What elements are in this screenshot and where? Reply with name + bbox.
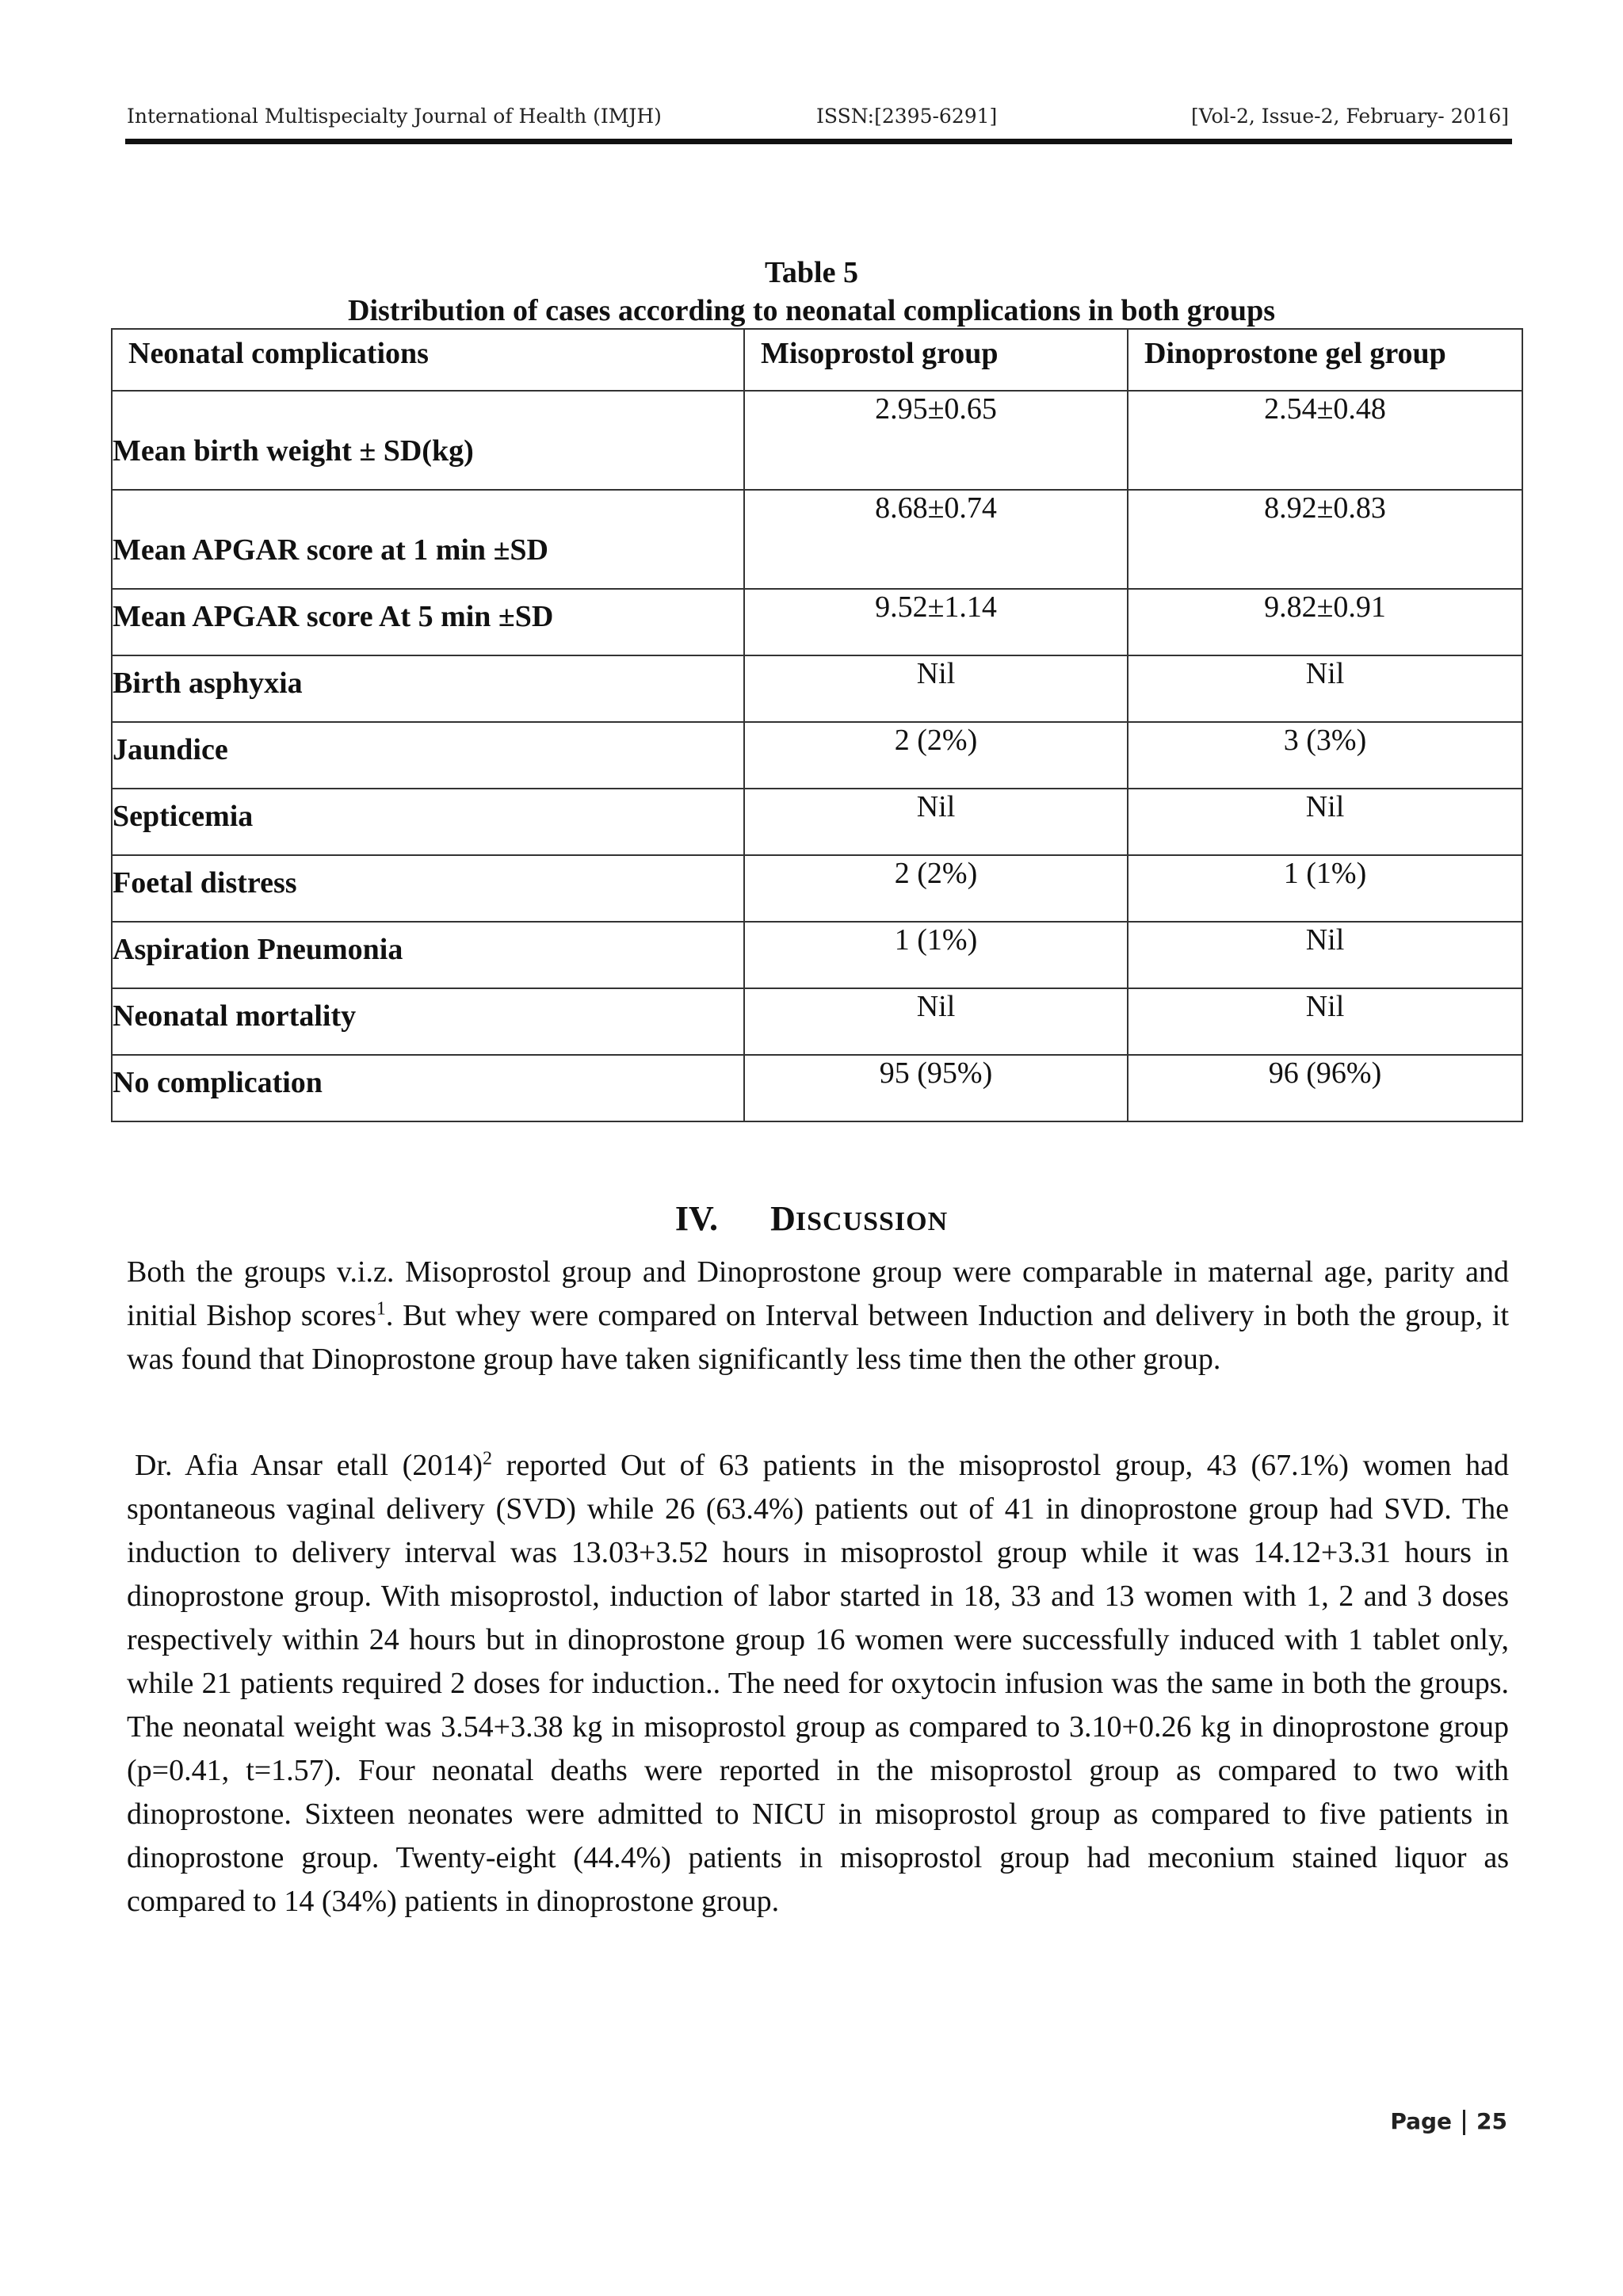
page-separator [1463, 2110, 1465, 2135]
neonatal-complications-table [111, 328, 1523, 1122]
paragraph-text: Dr. Afia Ansar etall (2014) [135, 1449, 483, 1482]
dinoprostone-value: Nil [1128, 922, 1522, 988]
row-label: Birth asphyxia [112, 655, 744, 722]
misoprostol-value: Nil [744, 789, 1128, 855]
section-title-initial: D [770, 1199, 796, 1238]
running-header [127, 98, 1509, 136]
dinoprostone-value: 3 (3%) [1128, 722, 1522, 789]
table-header-row [112, 329, 1522, 391]
dinoprostone-value: Nil [1128, 655, 1522, 722]
misoprostol-value: Nil [744, 655, 1128, 722]
section-number: IV. [674, 1199, 719, 1238]
row-label: No complication [112, 1055, 744, 1121]
column-header-misoprostol: Misoprostol group [744, 329, 1128, 391]
row-label: Mean APGAR score At 5 min ±SD [112, 589, 744, 655]
paragraph-text: . But whey were compared on Interval between Induction and delivery in both the group, it was found that Dinoprostone group have taken significantly less time then the other group. [127, 1299, 1509, 1376]
dinoprostone-value: Nil [1128, 988, 1522, 1055]
misoprostol-value: 95 (95%) [744, 1055, 1128, 1121]
table-row [112, 988, 1522, 1055]
misoprostol-value: 2 (2%) [744, 855, 1128, 922]
dinoprostone-value: 9.82±0.91 [1128, 589, 1522, 655]
page-number: 25 [1476, 2108, 1507, 2134]
table-title: Table 5 [765, 256, 858, 289]
table-row [112, 855, 1522, 922]
row-label: Neonatal mortality [112, 988, 744, 1055]
row-label: Jaundice [112, 722, 744, 789]
misoprostol-value: Nil [744, 988, 1128, 1055]
row-label: Foetal distress [112, 855, 744, 922]
misoprostol-value: 1 (1%) [744, 922, 1128, 988]
column-header-dinoprostone: Dinoprostone gel group [1128, 329, 1522, 391]
row-label: Mean birth weight ± SD(kg) [112, 391, 744, 490]
misoprostol-value: 8.68±0.74 [744, 490, 1128, 589]
table-row [112, 722, 1522, 789]
table-row [112, 789, 1522, 855]
column-header-complication: Neonatal complications [112, 329, 744, 391]
table-row [112, 655, 1522, 722]
dinoprostone-value: 1 (1%) [1128, 855, 1522, 922]
citation-superscript: 2 [483, 1448, 492, 1469]
issn: ISSN:[2395-6291] [816, 105, 998, 128]
issue-info: [Vol-2, Issue-2, February- 2016] [1190, 105, 1509, 128]
discussion-paragraph-2 [127, 1444, 1509, 1924]
table-row [112, 922, 1522, 988]
misoprostol-value: 9.52±1.14 [744, 589, 1128, 655]
table-caption: Distribution of cases according to neonatal complications in both groups [348, 294, 1275, 327]
dinoprostone-value: 2.54±0.48 [1128, 391, 1522, 490]
section-heading [0, 1198, 1623, 1239]
dinoprostone-value: 96 (96%) [1128, 1055, 1522, 1121]
page-label: Page [1390, 2108, 1453, 2134]
dinoprostone-value: Nil [1128, 789, 1522, 855]
journal-name: International Multispecialty Journal of Health (IMJH) [127, 105, 662, 128]
row-label: Aspiration Pneumonia [112, 922, 744, 988]
row-label: Septicemia [112, 789, 744, 855]
citation-superscript: 1 [376, 1298, 386, 1320]
page-footer [1390, 2108, 1507, 2135]
discussion-paragraph-1 [127, 1251, 1509, 1381]
table-row [112, 490, 1522, 589]
table-row [112, 1055, 1522, 1121]
table-row [112, 391, 1522, 490]
dinoprostone-value: 8.92±0.83 [1128, 490, 1522, 589]
section-title-rest: ISCUSSION [795, 1207, 949, 1236]
paragraph-text: Both the groups v.i.z. Misoprostol group and Dinoprostone group were comparable in maternal age, parity and initial Bishop scores [127, 1255, 1509, 1332]
table-row [112, 589, 1522, 655]
misoprostol-value: 2 (2%) [744, 722, 1128, 789]
misoprostol-value: 2.95±0.65 [744, 391, 1128, 490]
header-rule [125, 139, 1512, 144]
paragraph-text: reported Out of 63 patients in the misoprostol group, 43 (67.1%) women had spontaneous vaginal delivery (SVD) while 26 (63.4%) patients out of 41 in dinoprostone group had SVD. The induction to delivery interval was 13.03+3.52 hours in misoprostol group while it was 14.12+3.31 hours in dinoprostone group. With misoprostol, induction of labor started in 18, 33 and 13 women with 1, 2 and 3 doses respectively within 24 hours but in dinoprostone group 16 women were successfully induced with 1 tablet only, while 21 patients required 2 doses for induction.. The need for oxytocin infusion was the same in both the groups. The neonatal weight was 3.54+3.38 kg in misoprostol group as compared to 3.10+0.26 kg in dinoprostone group (p=0.41, t=1.57). Four neonatal deaths were reported in the misoprostol group as compared to two with dinoprostone. Sixteen neonates were admitted to NICU in misoprostol group as compared to five patients in dinoprostone group. Twenty-eight (44.4%) patients in misoprostol group had meconium stained liquor as compared to 14 (34%) patients in dinoprostone group. [127, 1449, 1509, 1918]
row-label: Mean APGAR score at 1 min ±SD [112, 490, 744, 589]
